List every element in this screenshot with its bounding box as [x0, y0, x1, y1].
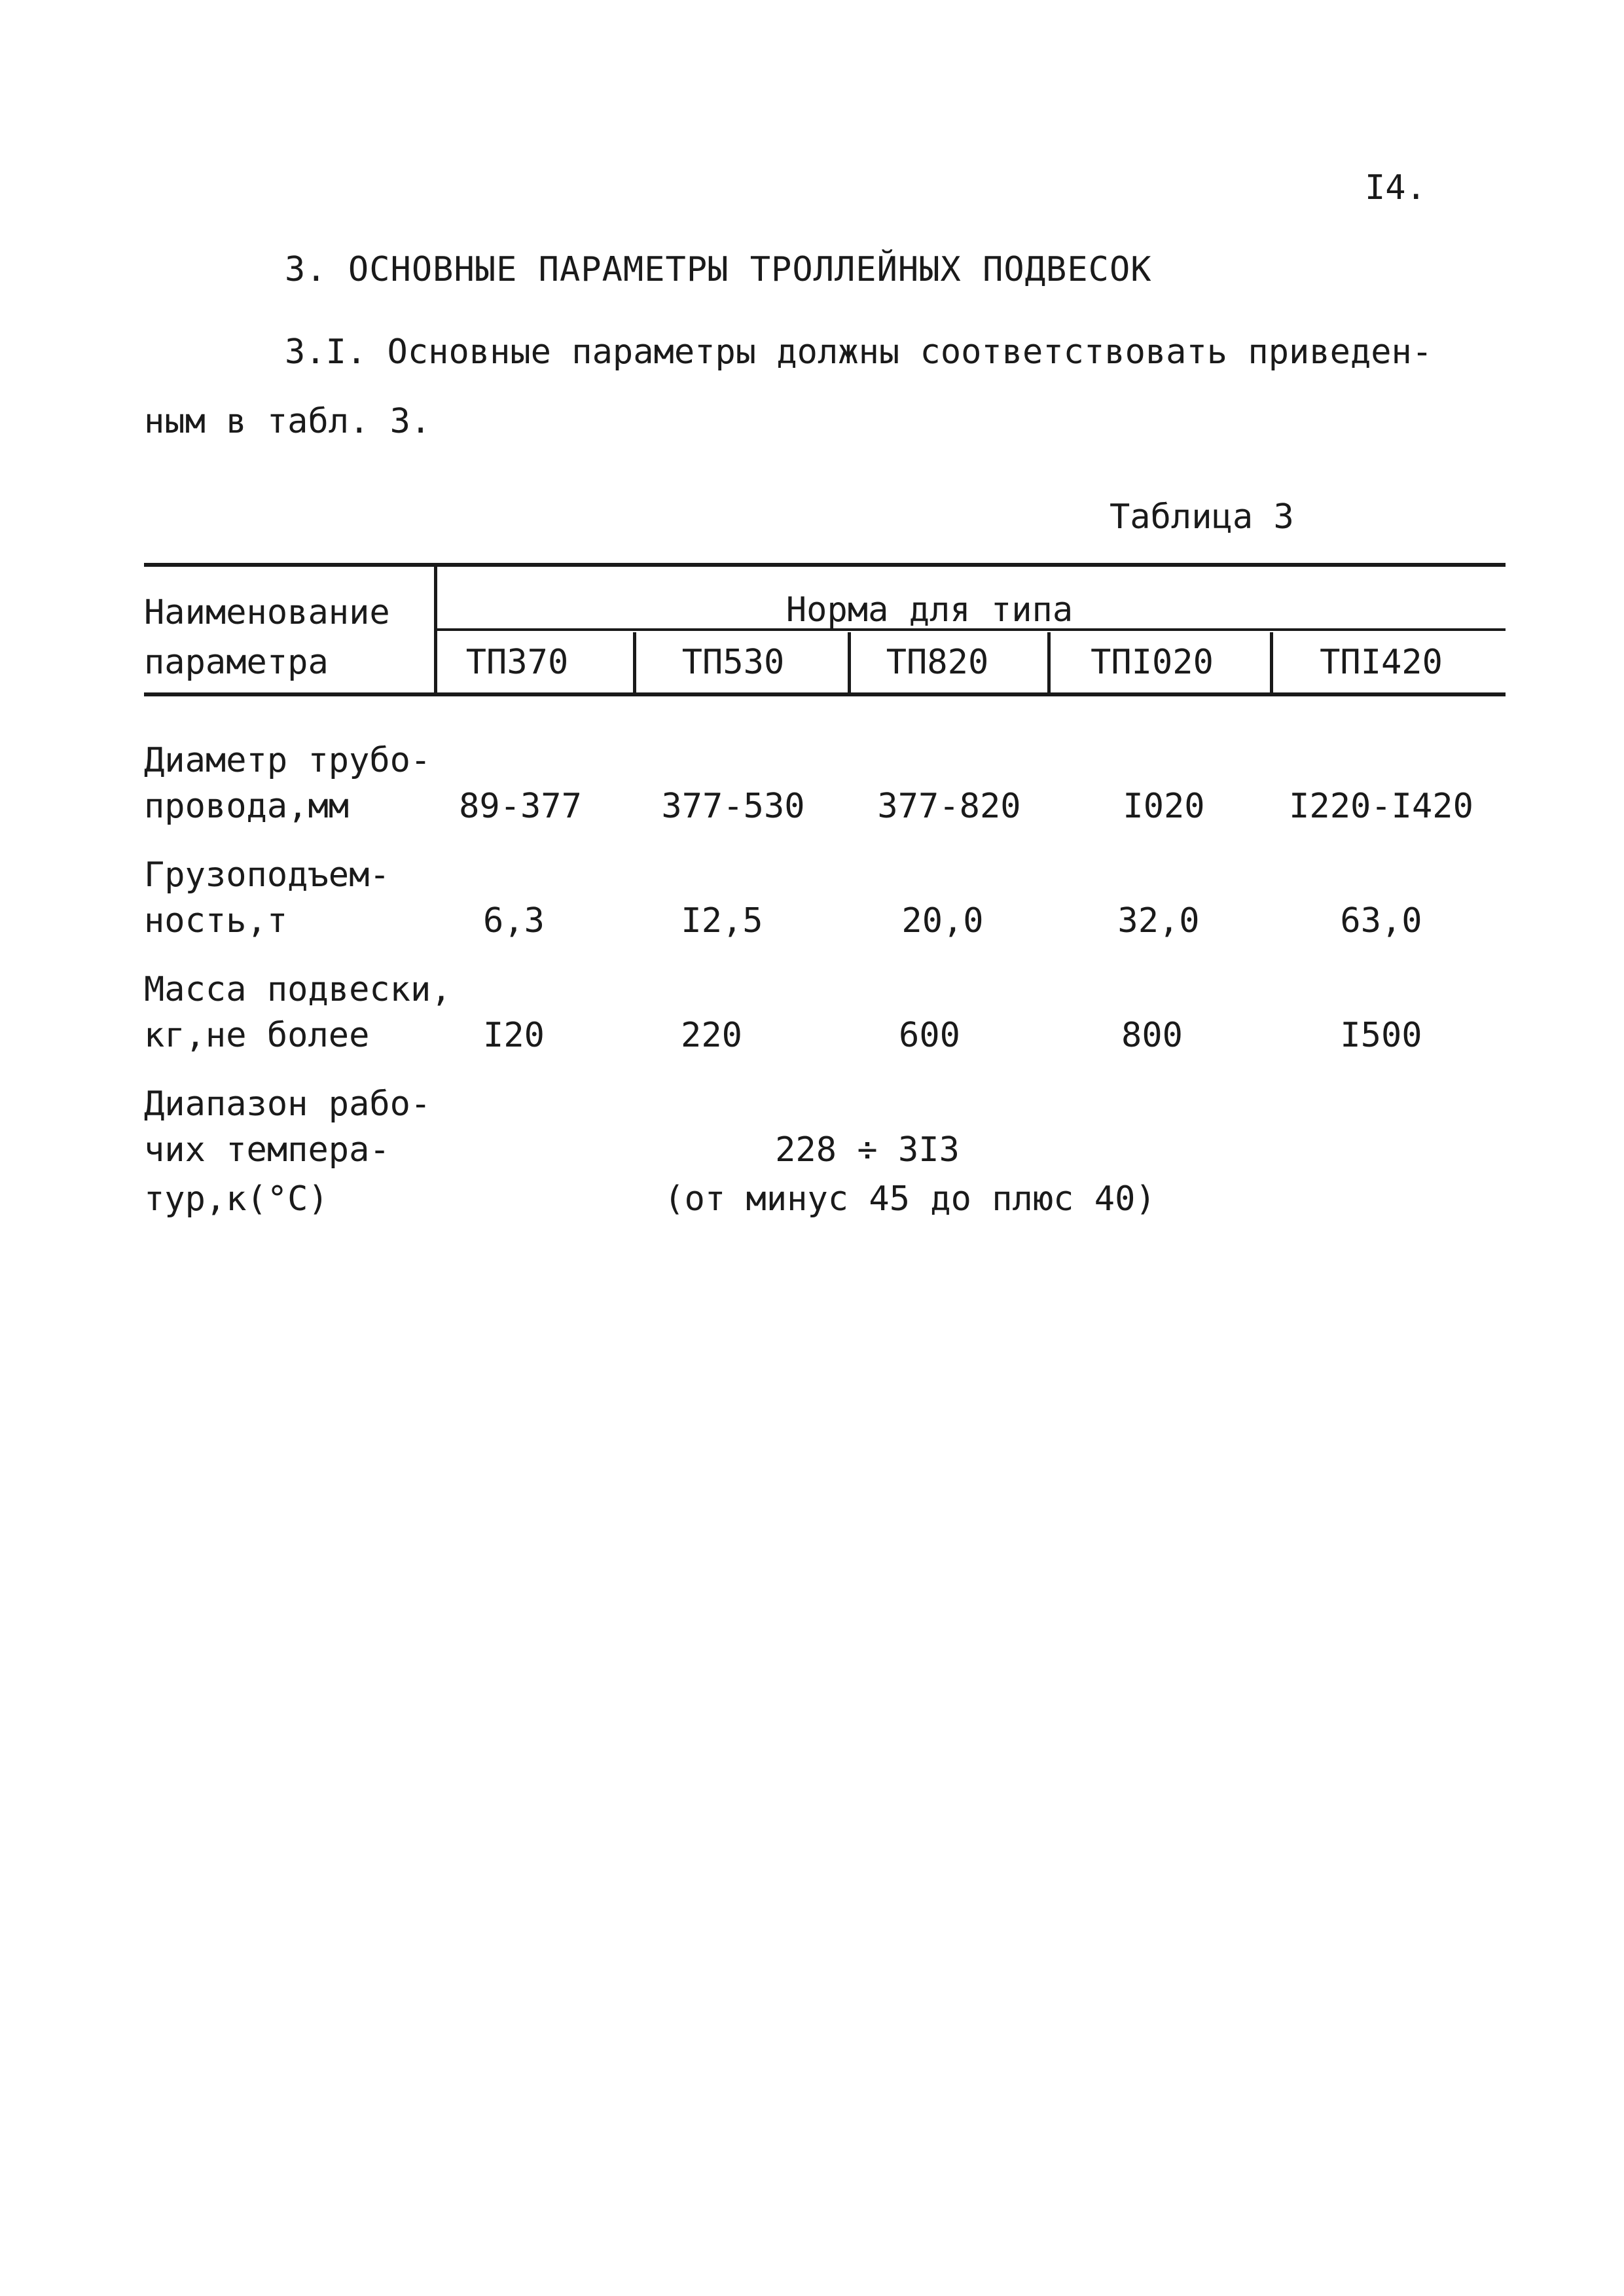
row-label: Масса подвески,: [144, 970, 452, 1009]
page-number: I4.: [1365, 168, 1426, 207]
table-cell: 20,0: [901, 901, 984, 941]
column-divider: [633, 632, 636, 692]
temperature-range-celsius: (от минус 45 до плюс 40): [664, 1179, 1156, 1219]
column-divider: [434, 567, 437, 692]
paragraph-line: ным в табл. 3.: [144, 402, 431, 441]
table-cell: 600: [899, 1016, 960, 1055]
row-label: тур,к(°С): [144, 1179, 329, 1219]
table-cell: 377-530: [661, 787, 805, 826]
table-cell: 377-820: [877, 787, 1021, 826]
table-cell: I020: [1123, 787, 1205, 826]
header-type-tp1420: ТПI420: [1320, 643, 1443, 682]
header-param-label: параметра: [144, 643, 329, 682]
column-divider: [848, 632, 851, 692]
table-cell: 63,0: [1340, 901, 1422, 941]
row-label: ность,т: [144, 901, 288, 941]
table-cell: 800: [1121, 1016, 1183, 1055]
header-param-label: Наименование: [144, 593, 390, 632]
column-divider: [1047, 632, 1051, 692]
header-group-label: Норма для типа: [785, 590, 1074, 630]
table-cell: 32,0: [1117, 901, 1200, 941]
row-label: Диапазон рабо-: [144, 1085, 431, 1124]
table-header-bottom-rule: [144, 692, 1506, 696]
table-cell: 6,3: [483, 901, 545, 941]
table-cell: 220: [681, 1016, 742, 1055]
header-type-tp820: ТП820: [886, 643, 989, 682]
temperature-range-value: 228 ÷ 3I3: [775, 1130, 960, 1170]
row-label: чих темпера-: [144, 1130, 390, 1170]
table-cell: I2,5: [681, 901, 763, 941]
row-label: Диаметр трубо-: [144, 741, 431, 780]
section-heading: 3. ОСНОВНЫЕ ПАРАМЕТРЫ ТРОЛЛЕЙНЫХ ПОДВЕСОК: [285, 250, 1152, 289]
table-top-rule: [144, 563, 1506, 567]
row-label: провода,мм: [144, 787, 350, 826]
header-type-tp370: ТП370: [465, 643, 569, 682]
row-label: Грузоподъем-: [144, 855, 390, 895]
table-cell: I20: [483, 1016, 545, 1055]
table-caption: Таблица 3: [1110, 497, 1294, 537]
header-type-tp530: ТП530: [681, 643, 785, 682]
table-cell: I220-I420: [1289, 787, 1473, 826]
table-cell: 89-377: [459, 787, 582, 826]
table-cell: I500: [1340, 1016, 1422, 1055]
column-divider: [1270, 632, 1273, 692]
header-type-tp1020: ТПI020: [1091, 643, 1214, 682]
row-label: кг,не более: [144, 1016, 370, 1055]
paragraph-line: 3.I. Основные параметры должны соответствовать приведен-: [285, 332, 1433, 372]
